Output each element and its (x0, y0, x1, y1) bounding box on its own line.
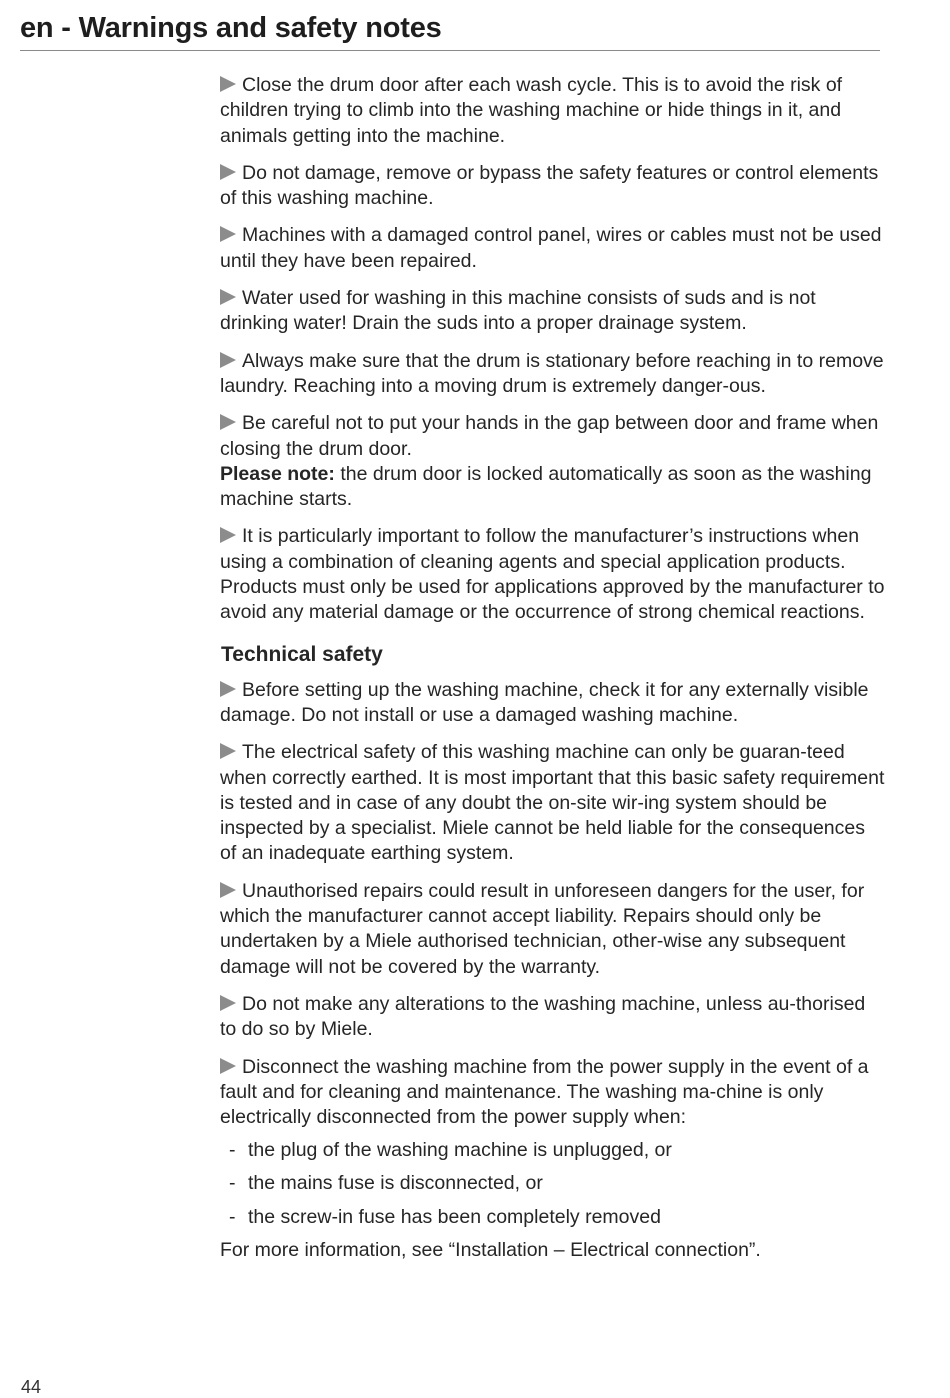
warning-item (220, 740, 885, 866)
bullet-triangle-icon (220, 164, 236, 180)
warning-item (220, 1055, 885, 1131)
warning-item (220, 161, 885, 212)
bullet-triangle-icon (220, 414, 236, 430)
closing-reference-text: For more information, see “Installation – Electrical connection”. (220, 1238, 761, 1261)
list-item (220, 1138, 885, 1163)
warning-item (220, 992, 885, 1043)
bullet-triangle-icon (220, 1058, 236, 1074)
warning-item (220, 286, 885, 337)
warning-text: Do not damage, remove or bypass the safety features or control elements of this washing machine. (220, 161, 879, 210)
warning-text: It is particularly important to follow the manufacturer’s instructions when using a combination of cleaning agents and special application products. Products must only be used for applications approved by the manufacturer to avoid any material damage or the occurrence of strong chemical reactions. (220, 525, 885, 624)
bullet-triangle-icon (220, 289, 236, 305)
disconnect-conditions-list (220, 1138, 885, 1229)
warning-text: Machines with a damaged control panel, wires or cables must not be used until they have been repaired. (220, 224, 882, 272)
list-item (220, 1171, 885, 1196)
list-item (220, 1205, 885, 1230)
bullet-triangle-icon (220, 882, 236, 898)
list-item-text: the screw-in fuse has been completely removed (248, 1205, 661, 1228)
bullet-triangle-icon (220, 76, 236, 92)
bullet-triangle-icon (220, 352, 236, 368)
warning-item (220, 349, 885, 400)
bullet-triangle-icon (220, 743, 236, 759)
warning-text: Close the drum door after each wash cycle. This is to avoid the risk of children trying to climb into the washing machine or hide things in it, and animals getting into the machine. (220, 74, 843, 147)
warning-text: The electrical safety of this washing machine can only be guaran-teed when correctly earthed. It is most important that this basic safety requirement is tested and in case of any doubt the on-site wir-ing system should be inspected by a specialist. Miele cannot be held liable for the consequences of an inadequate earthing system. (220, 741, 885, 865)
page-title: en - Warnings and safety notes (20, 12, 442, 44)
warning-item (220, 879, 885, 980)
warning-text: Before setting up the washing machine, check it for any externally visible damage. Do not install or use a damaged washing machine. (220, 678, 869, 726)
warning-item (220, 524, 885, 625)
warning-text: Unauthorised repairs could result in unforeseen dangers for the user, for which the manufacturer cannot accept liability. Repairs should only be undertaken by a Miele authorised technician, other-wise any subsequent damage will not be covered by the warranty. (220, 879, 865, 978)
warning-text: Always make sure that the drum is stationary before reaching in to remove laundry. Reaching into a moving drum is extremely danger-ous. (220, 349, 884, 397)
dash-marker: - (229, 1172, 236, 1195)
bullet-triangle-icon (220, 226, 236, 242)
dash-marker: - (229, 1205, 236, 1228)
warning-text: Do not make any alterations to the washing machine, unless au-thorised to do so by Miele. (220, 992, 866, 1041)
bullet-triangle-icon (220, 527, 236, 543)
content-column (220, 73, 885, 1263)
warning-text: Water used for washing in this machine consists of suds and is not drinking water! Drain the suds into a proper drainage system. (220, 287, 816, 335)
bullet-triangle-icon (220, 681, 236, 697)
dash-marker: - (229, 1139, 236, 1162)
list-item-text: the mains fuse is disconnected, or (248, 1172, 543, 1195)
warning-item (220, 411, 885, 512)
note-text: the drum door is locked automatically as soon as the washing machine starts. (220, 462, 872, 511)
warning-item (220, 223, 885, 274)
page-header (20, 10, 880, 51)
list-item-text: the plug of the washing machine is unplugged, or (248, 1139, 672, 1162)
bullet-triangle-icon (220, 995, 236, 1011)
warning-item (220, 678, 885, 729)
warning-item (220, 73, 885, 149)
note-label: Please note: (220, 462, 335, 485)
warning-text: Be careful not to put your hands in the gap between door and frame when closing the drum door. (220, 412, 879, 460)
warning-text: Disconnect the washing machine from the power supply in the event of a fault and for cleaning and maintenance. The washing ma-chine is only electrically disconnected from the power supply when: (220, 1055, 869, 1129)
section-heading-technical-safety: Technical safety (221, 642, 383, 666)
page-number: 44 (21, 1377, 42, 1397)
